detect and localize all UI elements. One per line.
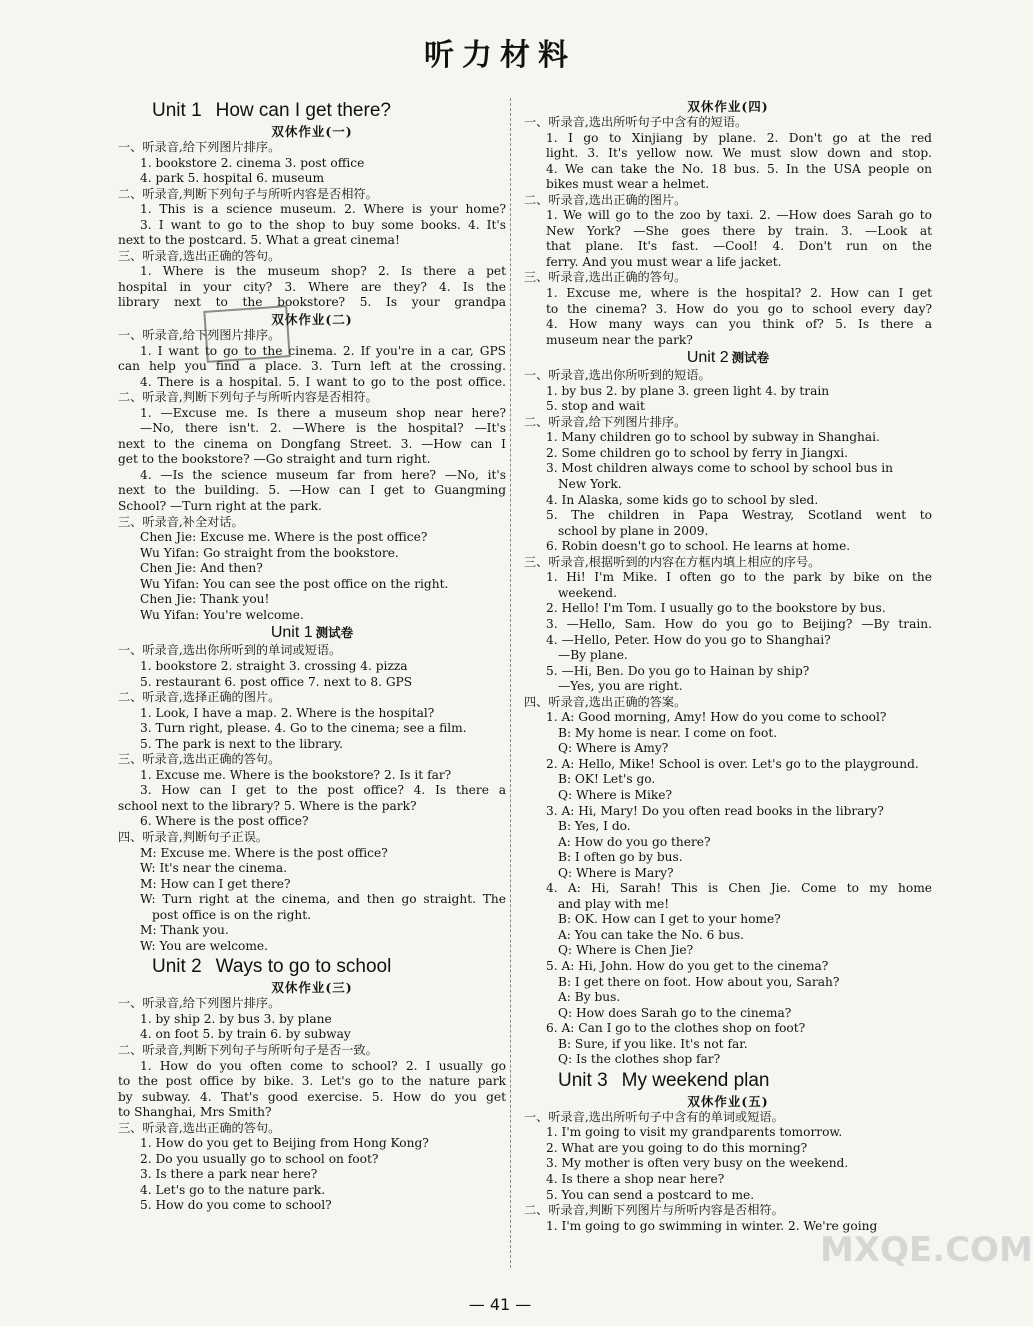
text-line: 4. Is there a shop near here?: [546, 1172, 725, 1186]
unit-number: Unit 1: [152, 100, 202, 121]
text-line: 1. Excuse me, where is the hospital? 2. How can I get: [546, 286, 932, 301]
unit-heading: [152, 955, 506, 979]
text-line: 4. on foot 5. by train 6. by subway: [140, 1027, 351, 1042]
text-line: Chen Jie: Excuse me. Where is the post office?: [140, 530, 428, 545]
text-line: 2. What are you going to do this morning?: [546, 1140, 808, 1155]
text-line: 1. A: Good morning, Amy! How do you come to school?: [546, 710, 887, 725]
text-line: 1. —Excuse me. Is there a museum shop near here?: [140, 405, 506, 420]
question-line: 二、听录音,判断下列句子与所听句子是否一致。: [118, 1042, 378, 1057]
text-line: 1. Excuse me. Where is the bookstore? 2. Is it far?: [140, 767, 452, 782]
text-line: 4. In Alaska, some kids go to school by sled.: [546, 492, 819, 507]
text-line: 1. How do you often come to school? 2. I usually go: [140, 1058, 506, 1073]
text-line: Q: Where is Amy?: [558, 741, 669, 756]
right-column: [524, 98, 932, 1234]
question-line: by subway. 4. That's good exercise. 5. How do you get: [118, 1089, 506, 1104]
text-line: Chen Jie: And then?: [140, 561, 263, 576]
text-line: Q: How does Sarah go to the cinema?: [558, 1005, 792, 1020]
text-line: 1. Where is the museum shop? 2. Is there a pet: [140, 264, 506, 279]
text-line: 1. Many children go to school by subway in Shanghai.: [546, 430, 880, 445]
text-line: Q: Where is Mike?: [558, 787, 673, 802]
left-column: [118, 98, 506, 1214]
text-line: 3. A: Hi, Mary! Do you often read books in the library?: [546, 803, 884, 818]
text-line: 3. How can I get to the post office? 4. Is there a: [140, 783, 506, 798]
text-line: —By plane.: [558, 648, 628, 663]
text-line: 2. Do you usually go to school on foot?: [140, 1151, 379, 1166]
test-heading: [118, 623, 506, 643]
test-heading: [524, 348, 932, 368]
text-line: 6. Robin doesn't go to school. He learns at home.: [546, 539, 851, 554]
question-line: 三、听录音,选出正确的答句。: [118, 1120, 281, 1135]
text-line: post office is on the right.: [152, 907, 312, 922]
text-line: that plane. It's fast. —Cool! 4. Don't run on the: [546, 239, 932, 254]
question-line: next to the building. 5. —How can I get to Guangming: [118, 483, 506, 498]
text-line: 4. —Is the science museum far from here? —No, it's: [140, 467, 506, 482]
question-line: 一、听录音,选出你所听到的单词或短语。: [118, 643, 342, 658]
text-line: 1. This is a science museum. 2. Where is your home?: [140, 202, 506, 217]
text-line: 1. I go to Xinjiang by plane. 2. Don't go at the red: [546, 130, 932, 145]
text-line: A: You can take the No. 6 bus.: [558, 927, 745, 942]
text-line: 3. Most children always come to school by school bus in: [546, 461, 894, 476]
text-line: 5. How do you come to school?: [140, 1198, 332, 1213]
text-line: 1. Hi! I'm Mike. I often go to the park by bike on the: [546, 570, 932, 585]
text-line: 5. You can send a postcard to me.: [546, 1187, 755, 1202]
column-divider: [510, 98, 511, 1268]
text-line: New York? —She goes there by train. 3. —Look at: [546, 223, 932, 238]
text-line: B: Yes, I do.: [558, 819, 631, 834]
question-line: school next to the library? 5. Where is the park?: [118, 798, 417, 813]
text-line: 5. restaurant 6. post office 7. next to 8. GPS: [140, 674, 413, 689]
text-line: B: Sure, if you like. It's not far.: [558, 1036, 748, 1051]
question-line: 二、听录音,选择正确的图片。: [118, 690, 281, 705]
question-line: 一、听录音,选出你所听到的短语。: [524, 368, 711, 383]
text-line: 3. I want to go to the shop to buy some books. 4. It's: [140, 217, 506, 232]
text-line: 5. stop and wait: [546, 399, 645, 414]
text-line: 1. How do you get to Beijing from Hong Kong?: [140, 1136, 429, 1151]
unit-number: Unit 3: [558, 1069, 608, 1091]
question-line: 二、听录音,给下列图片排序。: [524, 414, 687, 429]
question-line: 三、听录音,选出正确的答句。: [524, 270, 687, 285]
text-line: 1. We will go to the zoo by taxi. 2. —How does Sarah go to: [546, 208, 932, 223]
text-line: New York.: [558, 477, 622, 492]
text-line: 2. Hello! I'm Tom. I usually go to the bookstore by bus.: [546, 601, 886, 616]
text-line: Q: Where is Mary?: [558, 865, 674, 880]
text-line: A: How do you go there?: [558, 834, 711, 849]
page-number: — 41 —: [468, 1295, 532, 1314]
text-line: 1. I'm going to visit my grandparents tomorrow.: [546, 1125, 843, 1140]
unit-title: Ways to go to school: [215, 956, 392, 978]
question-line: 二、听录音,判断下列句子与所听内容是否相符。: [118, 390, 378, 405]
text-line: Chen Jie: Thank you!: [140, 592, 270, 607]
text-line: 4. —Hello, Peter. How do you go to Shanghai?: [546, 632, 831, 647]
text-line: 4. Let's go to the nature park.: [140, 1182, 326, 1197]
text-line: B: OK! Let's go.: [558, 772, 656, 787]
question-line: 一、听录音,选出所听句子中含有的单词或短语。: [524, 1109, 784, 1124]
unit-number: Unit 2: [152, 956, 202, 978]
text-line: 1. by ship 2. by bus 3. by plane: [140, 1011, 332, 1026]
question-line: 二、听录音,判断下列句子与所听内容是否相符。: [118, 186, 378, 201]
question-line: 三、听录音,选出正确的答句。: [118, 248, 281, 263]
question-line: 二、听录音,判断下列图片与所听内容是否相符。: [524, 1203, 784, 1218]
question-line: 一、听录音,选出所听句子中含有的短语。: [524, 115, 748, 129]
text-line: 3. Turn right, please. 4. Go to the cinema; see a film.: [140, 721, 467, 736]
question-line: 一、听录音,给下列图片排序。: [118, 996, 281, 1011]
question-line: 四、听录音,选出正确的答案。: [524, 694, 687, 709]
unit-title: How can I get there?: [215, 100, 391, 121]
text-line: weekend.: [558, 585, 617, 600]
text-line: W: You are welcome.: [140, 938, 269, 953]
text-line: 1. I want to go to the cinema. 2. If you're in a car, GPS: [140, 343, 506, 358]
question-line: 一、听录音,给下列图片排序。: [118, 328, 281, 343]
unit-heading: [558, 1069, 932, 1093]
text-line: 4. There is a hospital. 5. I want to go to the post office.: [140, 374, 506, 389]
test-unit: Unit 2: [686, 349, 729, 367]
question-line: to the post office by bike. 3. Let's go to the nature park: [118, 1074, 506, 1089]
test-title: 测试卷: [731, 350, 770, 366]
text-line: —No, there isn't. 2. —Where is the hospital? —It's: [140, 421, 506, 436]
text-line: 1. Look, I have a map. 2. Where is the hospital?: [140, 705, 435, 720]
text-line: to the cinema? 3. How do you go to school every day?: [546, 301, 932, 316]
text-line: 1. bookstore 2. straight 3. crossing 4. pizza: [140, 658, 408, 673]
test-title: 测试卷: [315, 625, 354, 641]
text-line: 2. Some children go to school by ferry in Jiangxi.: [546, 445, 849, 460]
text-line: 5. The children in Papa Westray, Scotland went to: [546, 508, 932, 523]
question-line: 三、听录音,选出正确的答句。: [118, 752, 281, 767]
test-unit: Unit 1: [270, 624, 313, 642]
text-line: 6. A: Can I go to the clothes shop on foot?: [546, 1021, 806, 1036]
text-line: 3. Is there a park near here?: [140, 1167, 318, 1182]
question-line: 一、听录音,给下列图片排序。: [118, 140, 281, 154]
question-line: 四、听录音,判断句子正误。: [118, 829, 269, 844]
text-line: 5. A: Hi, John. How do you get to the cinema?: [546, 958, 829, 973]
text-line: museum near the park?: [546, 332, 693, 347]
question-line: next to the postcard. 5. What a great cinema!: [118, 233, 400, 248]
question-line: next to the cinema on Dongfang Street. 3. —How can I: [118, 436, 506, 451]
text-line: 5. —Hi, Ben. Do you go to Hainan by ship?: [546, 663, 810, 678]
text-line: 4. How many ways can you think of? 5. Is there a: [546, 317, 932, 332]
text-line: 4. We can take the No. 18 bus. 5. In the USA people on: [546, 161, 932, 176]
question-line: to Shanghai, Mrs Smith?: [118, 1105, 272, 1120]
text-line: —Yes, you are right.: [558, 679, 683, 694]
text-line: B: OK. How can I get to your home?: [558, 912, 781, 927]
text-line: and play with me!: [558, 896, 670, 911]
question-line: get to the bookstore? —Go straight and turn right.: [118, 452, 431, 467]
question-line: 三、听录音,补全对话。: [118, 514, 244, 529]
text-line: school by plane in 2009.: [558, 523, 709, 538]
unit-heading: [152, 99, 506, 123]
text-line: ferry. And you must wear a life jacket.: [546, 254, 782, 269]
text-line: 1. I'm going to go swimming in winter. 2. We're going: [546, 1218, 878, 1233]
text-line: 4. park 5. hospital 6. museum: [140, 171, 325, 186]
watermark: MXQE.COM: [820, 1230, 1033, 1270]
section-subheading: 双休作业(四): [687, 99, 769, 114]
question-line: library next to the bookstore? 5. Is your grandpa: [118, 295, 506, 310]
question-line: 二、听录音,选出正确的图片。: [524, 192, 687, 207]
question-line: School? —Turn right at the park.: [118, 499, 322, 514]
section-subheading: 双休作业(三): [271, 980, 353, 996]
text-line: M: Thank you.: [140, 923, 229, 938]
text-line: bikes must wear a helmet.: [546, 177, 710, 192]
text-line: 6. Where is the post office?: [140, 814, 309, 829]
section-subheading: 双休作业(一): [271, 124, 353, 139]
text-line: 2. A: Hello, Mike! School is over. Let's go to the playground.: [546, 756, 919, 771]
unit-title: My weekend plan: [621, 1069, 770, 1091]
text-line: 1. by bus 2. by plane 3. green light 4. by train: [546, 383, 830, 398]
section-subheading: 双休作业(二): [271, 312, 353, 328]
text-line: Q: Is the clothes shop far?: [558, 1052, 721, 1067]
text-line: B: I often go by bus.: [558, 850, 683, 865]
text-line: M: How can I get there?: [140, 876, 291, 891]
question-line: can help you find a place. 3. Turn left at the crossing.: [118, 359, 506, 374]
text-line: Q: Where is Chen Jie?: [558, 943, 694, 958]
text-line: Wu Yifan: You're welcome.: [140, 607, 304, 622]
text-line: W: Turn right at the cinema, and then go straight. The: [140, 892, 506, 907]
stamp-mark: [203, 305, 290, 363]
text-line: M: Excuse me. Where is the post office?: [140, 845, 388, 860]
text-line: B: My home is near. I come on foot.: [558, 725, 778, 740]
text-line: Wu Yifan: Go straight from the bookstore.: [140, 545, 399, 560]
question-line: hospital in your city? 3. Where are they? 4. Is the: [118, 279, 506, 294]
text-line: 4. A: Hi, Sarah! This is Chen Jie. Come to my home: [546, 881, 932, 896]
text-line: 3. My mother is often very busy on the weekend.: [546, 1156, 849, 1171]
text-line: 3. —Hello, Sam. How do you go to Beijing? —By train.: [546, 616, 932, 631]
text-line: Wu Yifan: You can see the post office on the right.: [140, 576, 449, 591]
question-line: 三、听录音,根据听到的内容在方框内填上相应的序号。: [524, 554, 821, 569]
text-line: light. 3. It's yellow now. We must slow down and stop.: [546, 146, 932, 161]
text-line: 1. bookstore 2. cinema 3. post office: [140, 155, 365, 170]
text-line: B: I get there on foot. How about you, Sarah?: [558, 974, 840, 989]
page-title: 听力材料: [424, 38, 576, 73]
section-subheading: 双休作业(五): [687, 1093, 769, 1109]
text-line: A: By bus.: [558, 990, 621, 1005]
text-line: 5. The park is next to the library.: [140, 736, 344, 751]
text-line: W: It's near the cinema.: [140, 861, 287, 876]
